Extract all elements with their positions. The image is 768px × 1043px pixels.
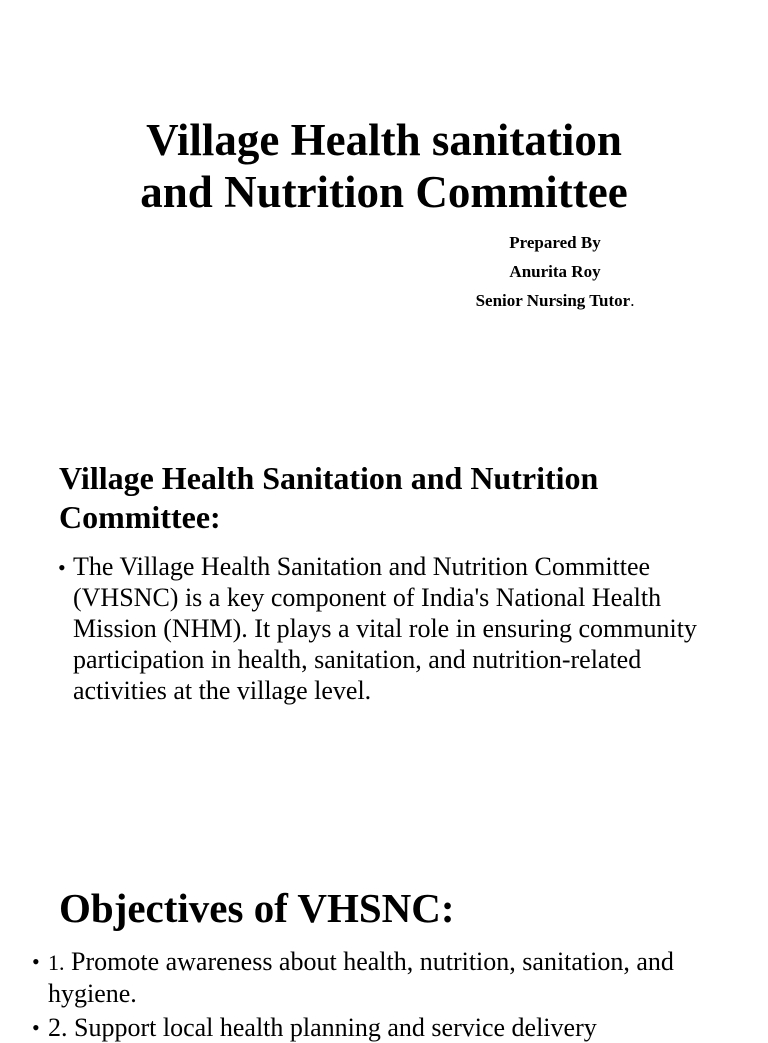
objective-item-2: 2. Support local health planning and service delivery: [48, 1013, 597, 1042]
bullet-icon: •: [32, 1015, 40, 1040]
author-role-text: Senior Nursing Tutor: [475, 291, 631, 310]
objective-item-1: [48, 946, 738, 1009]
bullet-icon: •: [32, 949, 40, 974]
author-role-period: .: [630, 291, 635, 310]
author-name: Anurita Roy: [509, 262, 601, 281]
prepared-by-label: Prepared By: [509, 233, 601, 252]
objective-item-1-number: 1.: [48, 950, 65, 975]
definition-paragraph: The Village Health Sanitation and Nutrition Committee (VHSNC) is a key component of India's National Health Mission (NHM). It plays a vital role in ensuring community participation in health, sanitation, and nutrition-related activities at the village level.: [73, 552, 697, 705]
objective-item-1-text: Promote awareness about health, nutrition, sanitation, and hygiene.: [48, 947, 674, 1008]
title-line-1: Village Health sanitation: [146, 115, 622, 165]
title-line-2: and Nutrition Committee: [140, 167, 628, 217]
bullet-icon: •: [58, 555, 66, 580]
definition-heading-line-1: Village Health Sanitation and Nutrition: [59, 460, 599, 496]
objectives-heading: Objectives of VHSNC:: [59, 885, 455, 931]
definition-heading-line-2: Committee:: [59, 499, 221, 535]
